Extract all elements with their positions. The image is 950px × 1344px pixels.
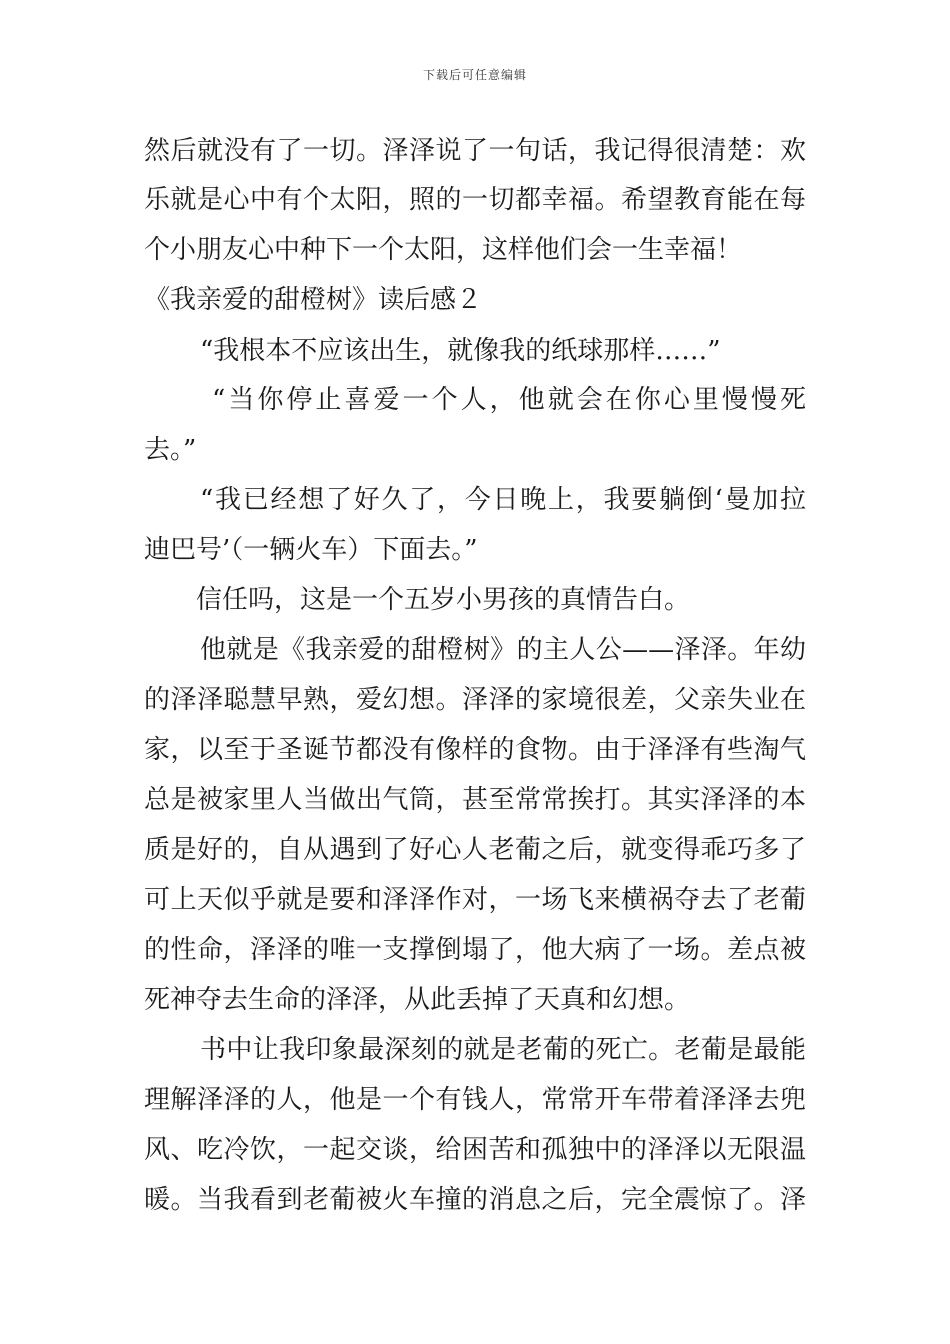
text-line: 总是被家里人当做出气筒，甚至常常挨打。其实泽泽的本 [144, 785, 806, 815]
text-line: 个小朋友心中种下一个太阳，这样他们会一生幸福！ [144, 235, 743, 265]
text-line: 他就是《我亲爱的甜橙树》的主人公——泽泽。年幼 [200, 635, 806, 665]
text-line: 然后就没有了一切。泽泽说了一句话，我记得很清楚：欢 [144, 136, 806, 166]
text-line: 信任吗，这是一个五岁小男孩的真情告白。 [196, 585, 691, 615]
text-line: “我根本不应该出生，就像我的纸球那样……” [200, 336, 721, 366]
text-line: 乐就是心中有个太阳，照的一切都幸福。希望教育能在每 [144, 185, 806, 215]
text-line: 迪巴号’（一辆火车）下面去。” [144, 535, 478, 565]
text-line: 死神夺去生命的泽泽，从此丢掉了天真和幻想。 [144, 985, 691, 1015]
text-line: 质是好的，自从遇到了好心人老葡之后，就变得乖巧多了 [144, 835, 806, 865]
text-line: 可上天似乎就是要和泽泽作对，一场飞来横祸夺去了老葡 [144, 885, 806, 915]
text-line: 去。” [144, 435, 197, 465]
text-line: 的性命，泽泽的唯一支撑倒塌了，他大病了一场。差点被 [144, 935, 806, 965]
section-title: 《我亲爱的甜橙树》读后感２ [144, 285, 483, 315]
text-line: 风、吃冷饮，一起交谈，给困苦和孤独中的泽泽以无限温 [144, 1135, 806, 1165]
text-line: 暖。当我看到老葡被火车撞的消息之后，完全震惊了。泽 [144, 1185, 806, 1215]
text-line: 书中让我印象最深刻的就是老葡的死亡。老葡是最能 [200, 1035, 806, 1065]
text-line: 理解泽泽的人，他是一个有钱人，常常开车带着泽泽去兜 [144, 1085, 806, 1115]
text-line: “我已经想了好久了，今日晚上，我要躺倒‘曼加拉 [200, 485, 806, 515]
page-header: 下载后可任意编辑 [422, 68, 527, 82]
text-line: 家，以至于圣诞节都没有像样的食物。由于泽泽有些淘气 [144, 735, 806, 765]
text-line: 的泽泽聪慧早熟，爱幻想。泽泽的家境很差，父亲失业在 [144, 685, 806, 715]
text-line: “当你停止喜爱一个人，他就会在你心里慢慢死 [212, 385, 806, 415]
